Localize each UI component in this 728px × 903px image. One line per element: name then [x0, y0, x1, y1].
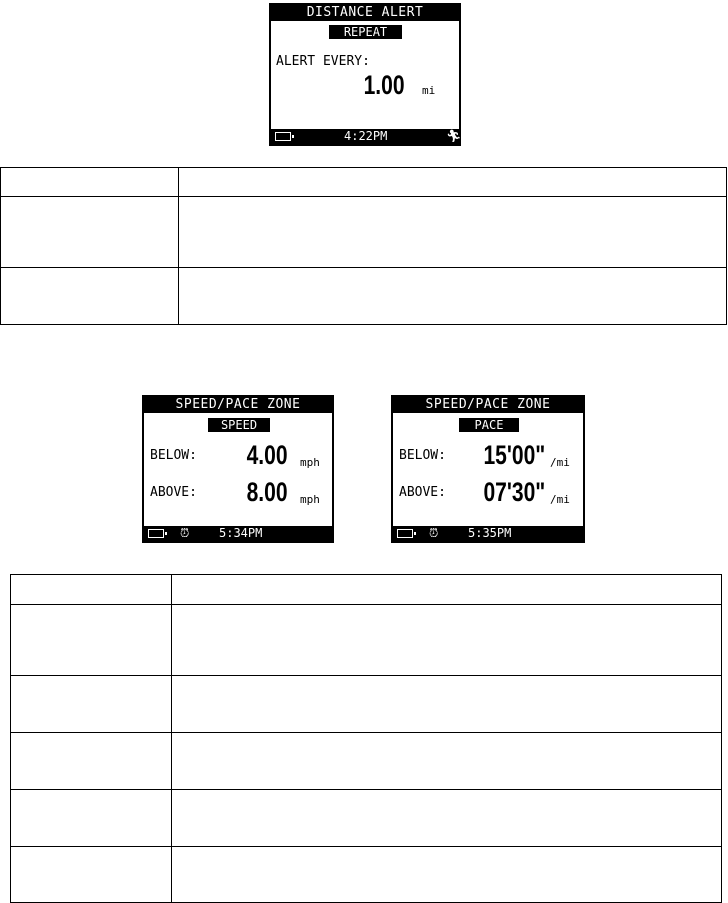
table-row: [11, 605, 722, 676]
table-cell: [11, 676, 172, 733]
table-cell: [179, 197, 727, 268]
mode-badge: PACE: [459, 418, 519, 432]
above-value: 07'30": [483, 477, 545, 507]
screen-title: DISTANCE ALERT: [271, 5, 459, 21]
status-bar: [271, 129, 462, 144]
battery-icon: [275, 132, 291, 141]
table-cell: [1, 197, 179, 268]
above-unit: /mi: [550, 493, 570, 506]
table-row: [11, 676, 722, 733]
table-row: [1, 268, 727, 325]
screen-title: SPEED/PACE ZONE: [393, 397, 583, 413]
table-cell: [179, 268, 727, 325]
above-label: ABOVE:: [150, 485, 197, 500]
speed-pace-zone-table: [10, 574, 722, 903]
table-row: [11, 847, 722, 903]
table-cell: [172, 575, 722, 605]
table-cell: [11, 605, 172, 676]
alert-distance-value: 1.00: [364, 70, 405, 100]
table-cell: [172, 847, 722, 903]
below-unit: /mi: [550, 456, 570, 469]
mode-badge: SPEED: [208, 418, 270, 432]
pace-zone-screen: [391, 395, 585, 543]
below-value: 15'00": [483, 440, 545, 470]
distance-alert-table: [0, 167, 727, 325]
table-cell: [11, 847, 172, 903]
below-value: 4.00: [247, 440, 288, 470]
below-unit: mph: [300, 456, 320, 469]
runner-icon: 🏃︎: [446, 129, 462, 143]
screen-title: SPEED/PACE ZONE: [144, 397, 332, 413]
clock-time: 4:22PM: [344, 129, 388, 143]
battery-icon: [148, 529, 164, 538]
alert-every-label: ALERT EVERY:: [276, 54, 370, 69]
table-cell: [172, 605, 722, 676]
table-row: [11, 575, 722, 605]
table-cell: [11, 575, 172, 605]
table-cell: [172, 676, 722, 733]
table-cell: [11, 790, 172, 847]
alarm-clock-icon: ⏰︎: [429, 526, 439, 540]
table-cell: [1, 268, 179, 325]
table-row: [1, 197, 727, 268]
speed-zone-screen: [142, 395, 334, 543]
above-label: ABOVE:: [399, 485, 446, 500]
below-label: BELOW:: [150, 448, 197, 463]
status-bar: [144, 526, 332, 541]
alarm-clock-icon: ⏰︎: [180, 526, 190, 540]
below-label: BELOW:: [399, 448, 446, 463]
mode-badge: REPEAT: [329, 25, 402, 39]
table-row: [11, 790, 722, 847]
status-bar: [393, 526, 583, 541]
table-cell: [11, 733, 172, 790]
table-cell: [172, 733, 722, 790]
battery-icon: [397, 529, 413, 538]
table-cell: [172, 790, 722, 847]
alert-distance-unit: mi: [422, 84, 436, 97]
table-cell: [179, 168, 727, 197]
above-value: 8.00: [247, 477, 288, 507]
table-cell: [1, 168, 179, 197]
clock-time: 5:34PM: [219, 526, 263, 540]
clock-time: 5:35PM: [468, 526, 512, 540]
distance-alert-screen: [269, 3, 461, 146]
above-unit: mph: [300, 493, 320, 506]
table-row: [11, 733, 722, 790]
table-row: [1, 168, 727, 197]
